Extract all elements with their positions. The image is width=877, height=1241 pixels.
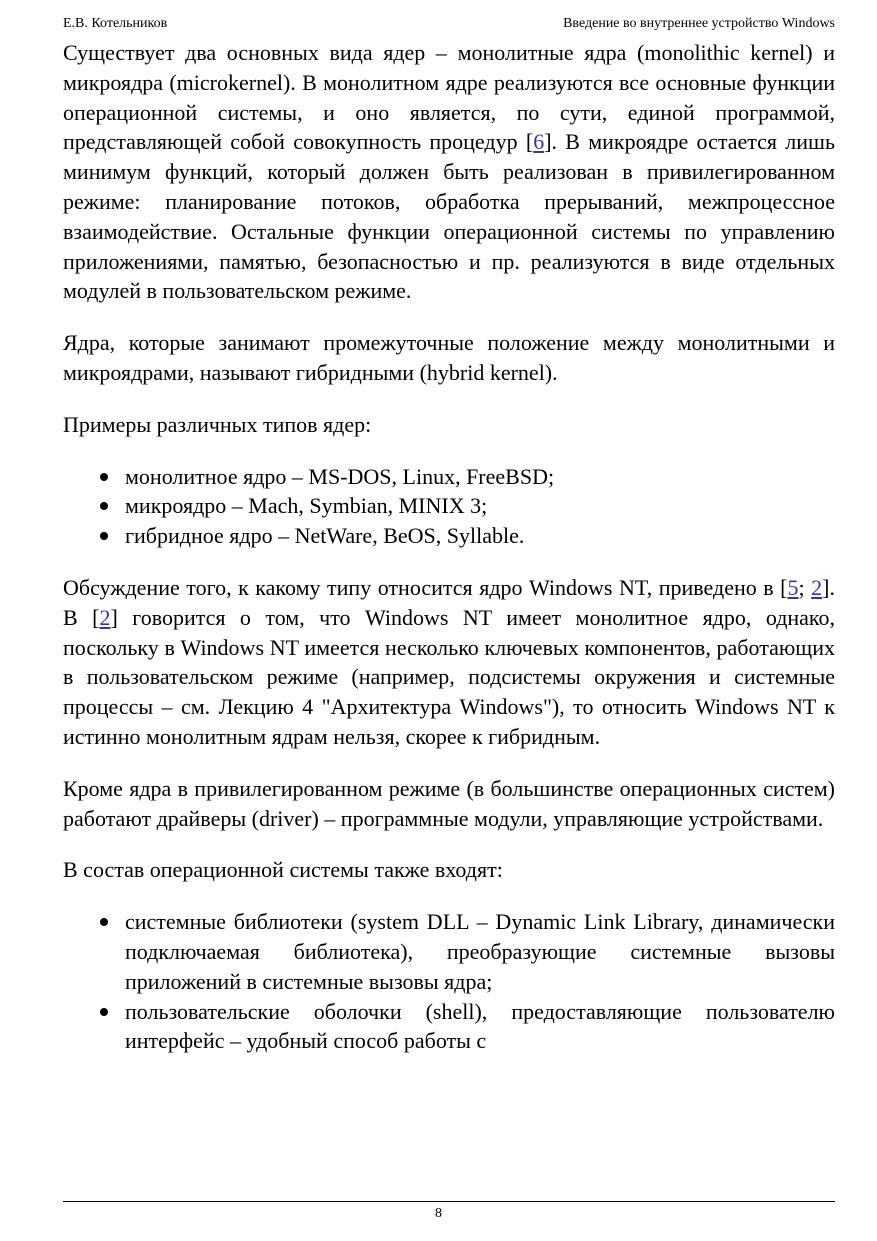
page-number: 8 bbox=[435, 1206, 442, 1221]
paragraph-examples-intro: Примеры различных типов ядер: bbox=[63, 411, 372, 437]
paragraph-drivers: Кроме ядра в привилегированном режиме (в большинстве операционных систем) работают драйверы (driver) – программные модули, управляющие устройствами. bbox=[63, 775, 835, 831]
footer-divider bbox=[63, 1201, 835, 1202]
list-item: монолитное ядро – MS-DOS, Linux, FreeBSD; bbox=[125, 462, 835, 492]
list-item: гибридное ядро – NetWare, BeOS, Syllable. bbox=[125, 521, 835, 551]
paragraph-kernel-types bbox=[63, 38, 835, 306]
page-header bbox=[63, 16, 835, 36]
kernel-examples-list bbox=[63, 462, 835, 551]
paragraph-text: ] говорится о том, что Windows NT имеет монолитное ядро, однако, поскольку в Windows NT имеется несколько ключевых компонентов, работающих в пользовательском режиме (например, подсистемы окружения и системные процессы – см. Лекцию 4 "Архитектура Windows"), то относить Windows NT к истинно монолитным ядрам нельзя, скорее к гибридным. bbox=[63, 604, 835, 749]
header-title: Введение во внутреннее устройство Windows bbox=[563, 16, 835, 31]
reference-link-6[interactable]: 6 bbox=[533, 129, 545, 155]
page-body bbox=[63, 38, 835, 1056]
list-item: пользовательские оболочки (shell), предоставляющие пользователю интерфейс – удобный способ работы с bbox=[125, 997, 835, 1057]
paragraph-text: Обсуждение того, к какому типу относится ядро Windows NT, приведено в [ bbox=[63, 574, 788, 600]
paragraph-os-components-intro: В состав операционной системы также входят: bbox=[63, 857, 503, 883]
os-components-list bbox=[63, 907, 835, 1056]
paragraph-text: ; bbox=[798, 574, 812, 600]
header-author: Е.В. Котельников bbox=[63, 16, 168, 31]
paragraph-text: Существует два основных вида ядер – монолитные ядра (monolithic kernel) и микроядра (microkernel). В монолитном ядре реализуются все основные функции операционной системы, и оно является, по сути, единой программой, представляющей собой совокупность процедур [ bbox=[63, 40, 835, 155]
reference-link-5[interactable]: 5 bbox=[787, 574, 799, 600]
paragraph-windows-nt bbox=[63, 573, 835, 752]
paragraph-text: ]. В [ bbox=[63, 574, 835, 630]
paragraph-hybrid: Ядра, которые занимают промежуточные положение между монолитными и микроядрами, называют гибридными (hybrid kernel). bbox=[63, 330, 835, 385]
paragraph-text: ]. В микроядре остается лишь минимум функций, который должен быть реализован в привилегированном режиме: планирование потоков, обработка прерываний, межпроцессное взаимодействие. Остальные функции операционной системы по управлению приложениями, памятью, безопасностью и пр. реализуются в виде отдельных модулей в пользовательском режиме. bbox=[63, 129, 836, 304]
reference-link-2[interactable]: 2 bbox=[811, 574, 823, 600]
reference-link-2[interactable]: 2 bbox=[99, 604, 111, 630]
list-item: системные библиотеки (system DLL – Dynamic Link Library, динамически подключаемая библиотека), преобразующие системные вызовы приложений в системные вызовы ядра; bbox=[125, 907, 835, 996]
list-item: микроядро – Mach, Symbian, MINIX 3; bbox=[125, 491, 835, 521]
